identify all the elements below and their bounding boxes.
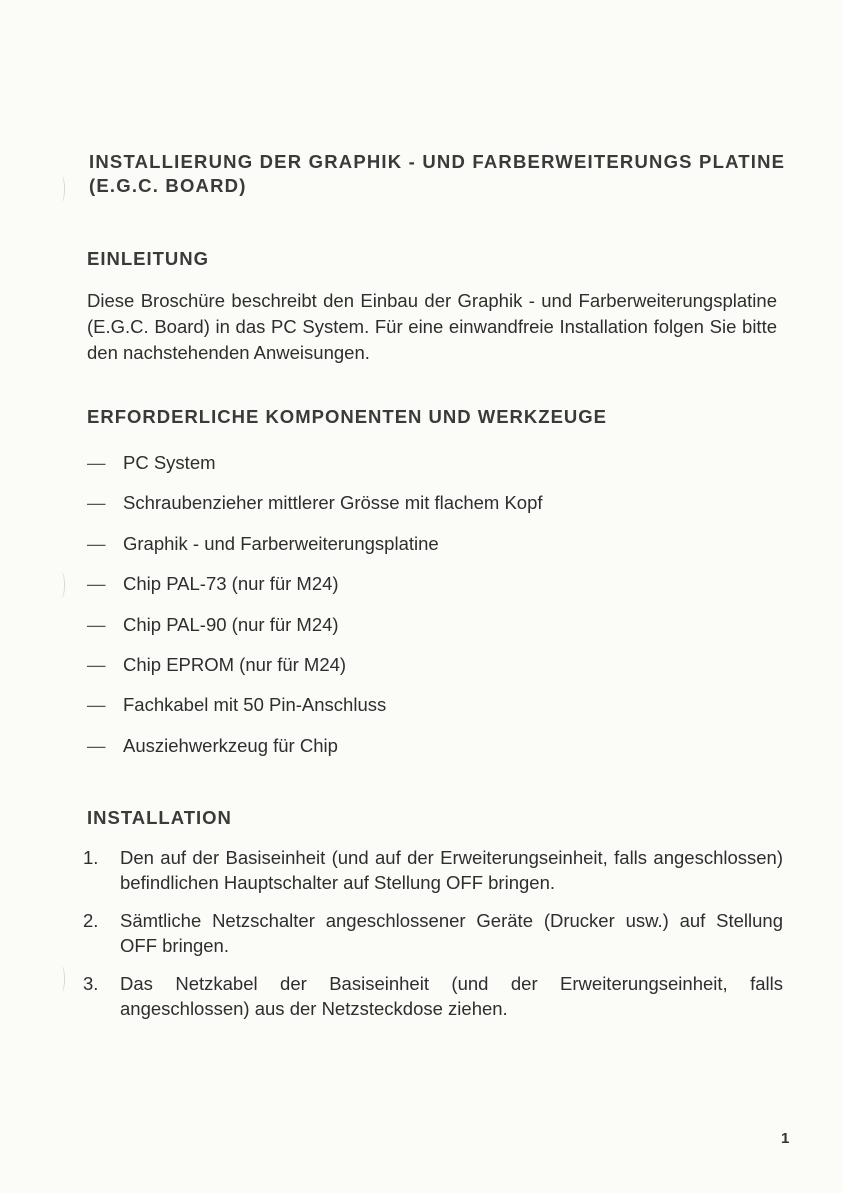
bullet-dash: — [87,653,106,675]
binding-hole-mark [58,966,65,992]
installation-heading: INSTALLATION [87,807,232,828]
bullet-dash: — [87,734,106,756]
binding-hole-mark [58,176,65,202]
bullet-dash: — [87,573,106,595]
list-item [87,692,777,732]
bullet-dash: — [87,492,106,514]
list-item-text: Fachkabel mit 50 Pin-Anschluss [123,694,387,716]
page-number: 1 [781,1130,790,1147]
components-heading: ERFORDERLICHE KOMPONENTEN UND WERKZEUGE [87,406,608,427]
bullet-dash: — [87,613,106,635]
components-list [87,450,777,773]
bullet-dash: — [87,532,106,554]
bullet-dash: — [87,694,106,716]
step-number: 3. [83,973,99,994]
installation-steps [83,846,783,1035]
list-item [87,490,777,530]
step-number: 2. [83,910,99,931]
list-item-text: PC System [123,452,216,473]
list-item [87,531,777,571]
step-text: Das Netzkabel der Basiseinheit (und der Erweiterungseinheit, falls angeschlossen) aus der Netzsteckdose ziehen. [120,973,783,1019]
step-text: Sämtliche Netzschalter angeschlossener Geräte (Drucker usw.) auf Stellung OFF bringen. [120,910,783,956]
document-title: INSTALLIERUNG DER GRAPHIK - UND FARBERWEITERUNGS PLATINE (E.G.C. BOARD) [89,151,786,196]
list-item [87,652,777,692]
list-item-text: Schraubenzieher mittlerer Grösse mit flachem Kopf [123,492,543,514]
list-item-text: Chip PAL-90 (nur für M24) [123,613,339,635]
list-item [87,733,777,773]
step-item [83,846,783,895]
list-item-text: Chip EPROM (nur für M24) [123,653,347,675]
list-item [87,612,777,652]
step-item [83,909,783,958]
list-item [87,450,777,490]
list-item-text: Chip PAL-73 (nur für M24) [123,573,339,595]
intro-paragraph: Diese Broschüre beschreibt den Einbau der Graphik - und Farberweiterungsplatine (E.G.C. Board) in das PC System. Für eine einwandfreie Installation folgen Sie bitte den nachstehenden Anweisungen. [87,290,777,363]
step-number: 1. [83,847,99,868]
list-item-text: Ausziehwerkzeug für Chip [123,734,338,756]
list-item [87,571,777,611]
binding-hole-mark [58,572,65,598]
list-item-text: Graphik - und Farberweiterungsplatine [123,532,439,554]
intro-heading: EINLEITUNG [87,248,210,269]
step-text: Den auf der Basiseinheit (und auf der Erweiterungseinheit, falls angeschlossen) befindlichen Hauptschalter auf Stellung OFF bringen. [120,847,783,893]
step-item [83,972,783,1021]
bullet-dash: — [87,452,106,473]
